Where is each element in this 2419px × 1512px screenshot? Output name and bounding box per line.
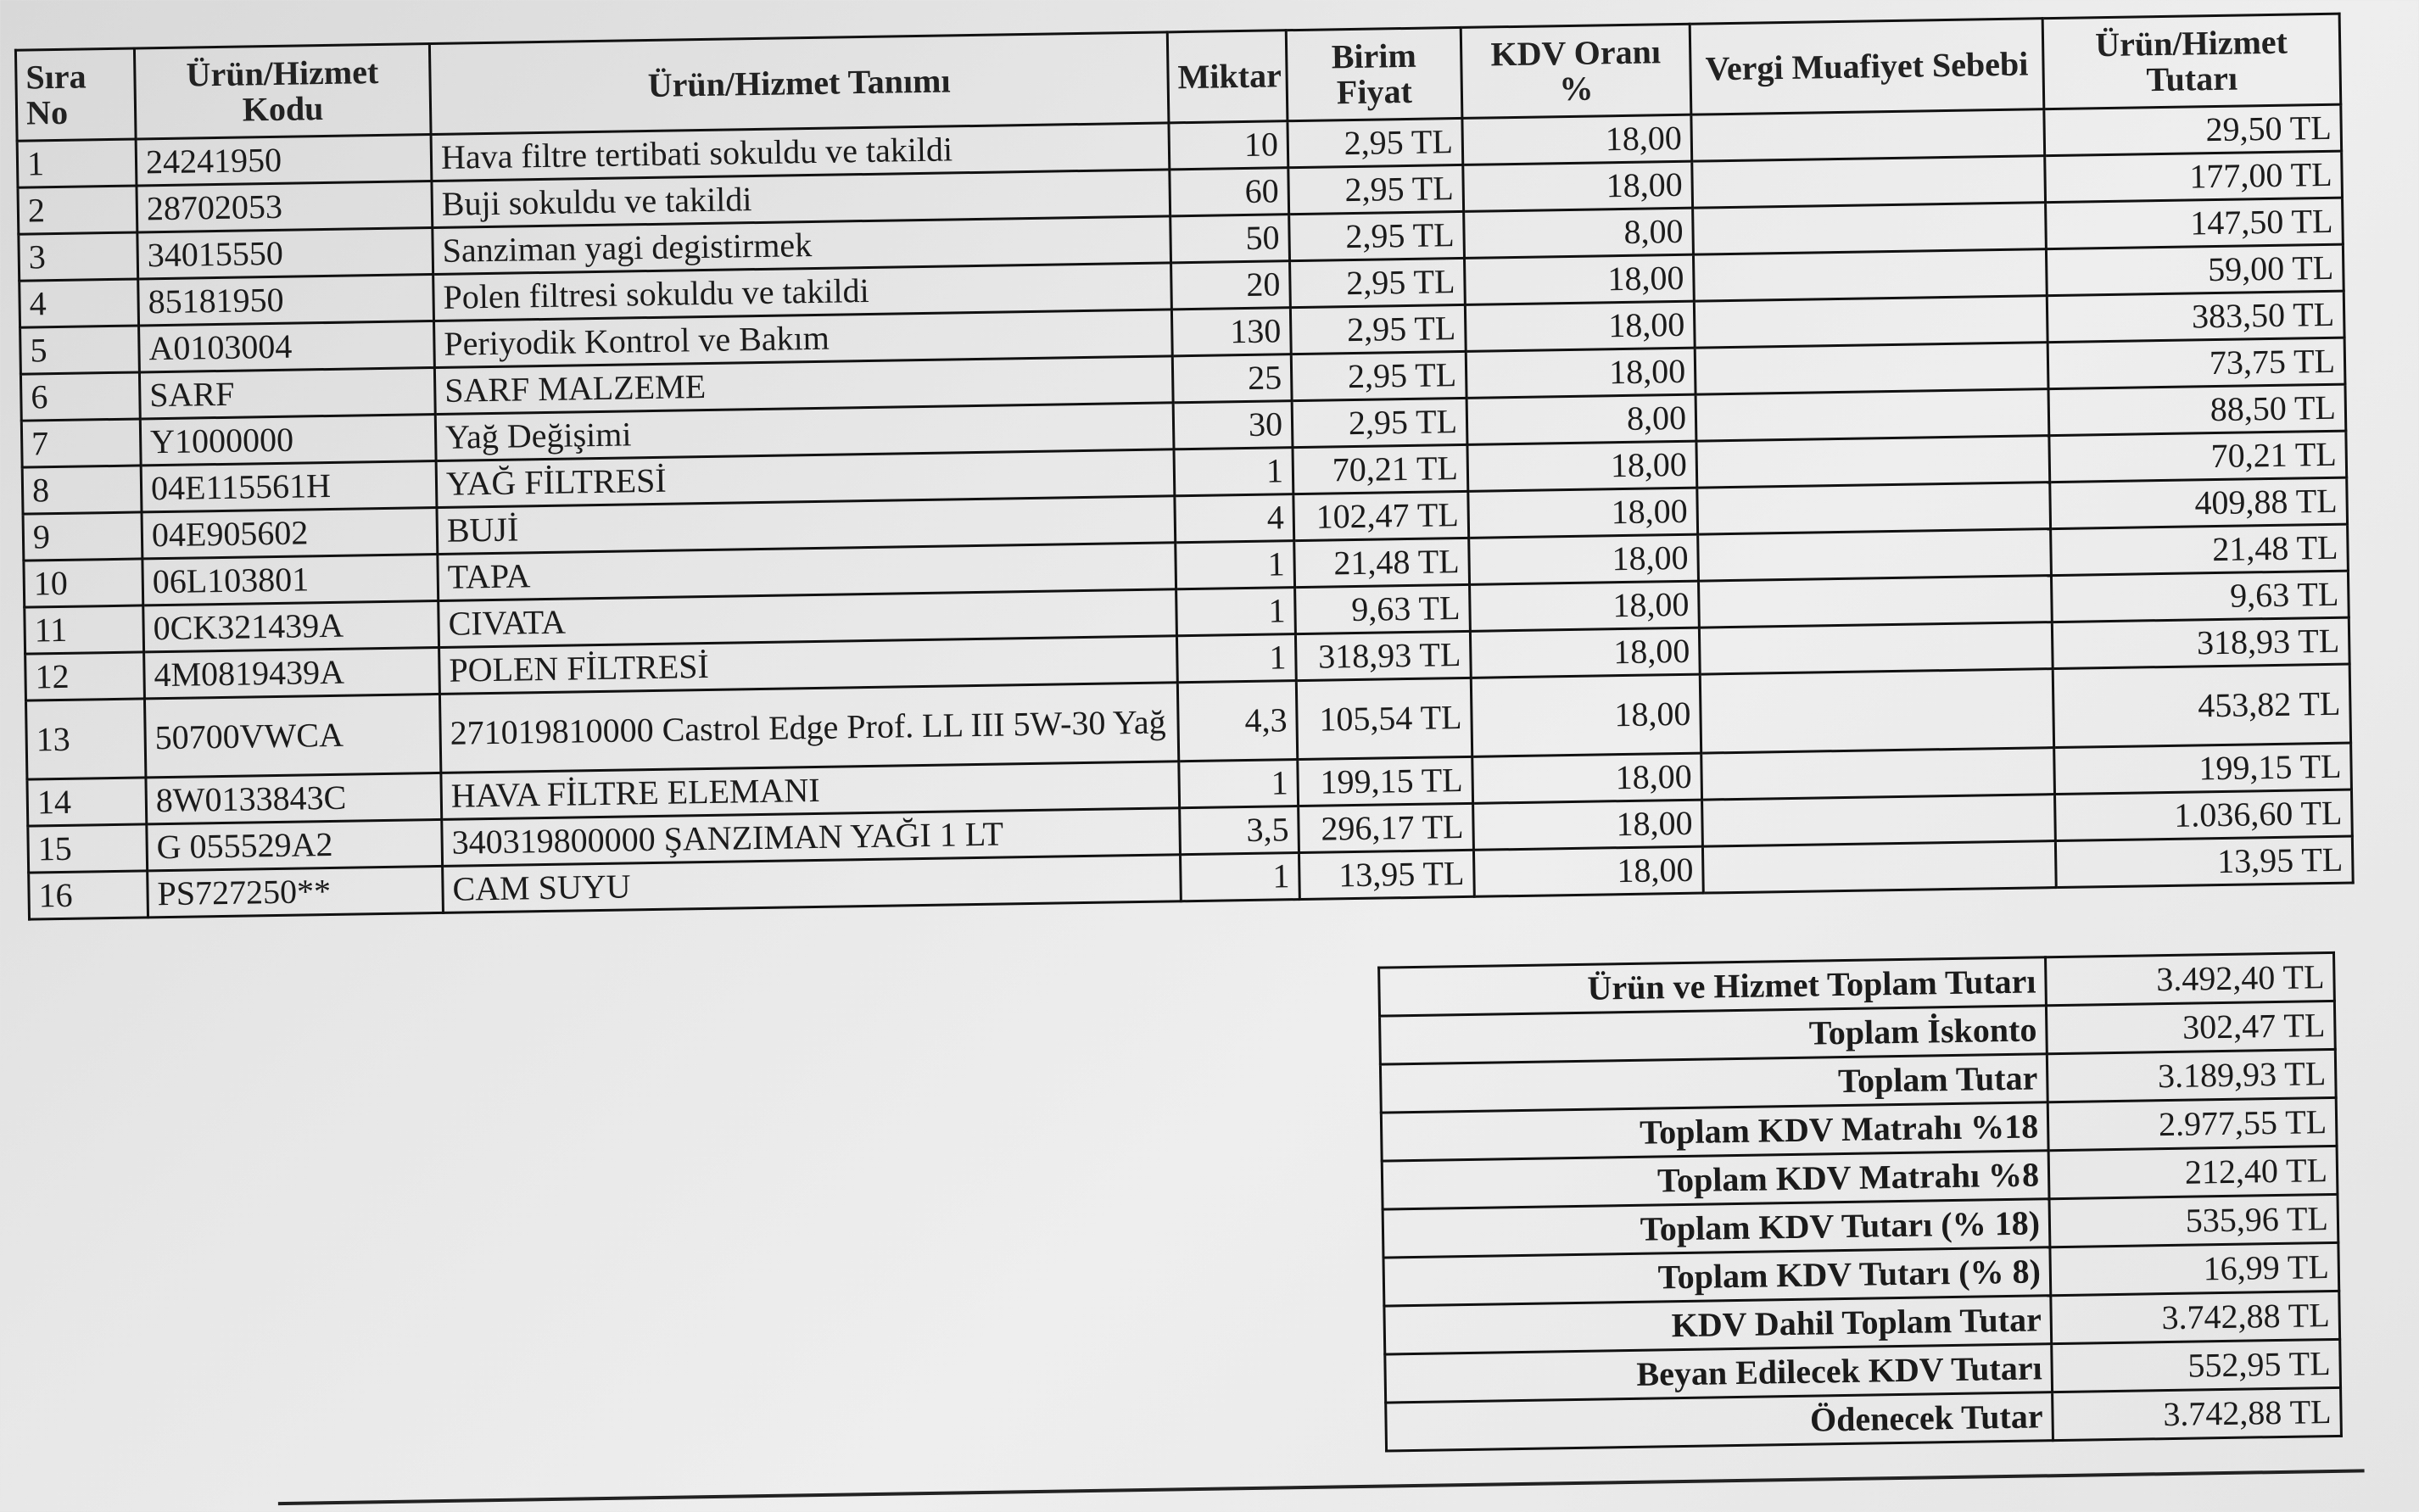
row-description: 340319800000 ŞANZIMAN YAĞI 1 LT: [442, 808, 1181, 867]
row-quantity: 130: [1171, 308, 1291, 356]
row-quantity: 1: [1176, 588, 1296, 636]
row-amount: 9,63 TL: [2051, 571, 2349, 622]
row-code: A0103004: [139, 321, 435, 372]
row-no: 1: [17, 139, 137, 187]
totals-label: Toplam Tutar: [1380, 1054, 2047, 1113]
row-description: Periyodik Kontrol ve Bakım: [434, 310, 1173, 368]
row-exemption: [1698, 529, 2052, 582]
row-unit-price: 2,95 TL: [1291, 351, 1466, 400]
row-code: SARF: [139, 368, 435, 419]
totals-label: KDV Dahil Toplam Tutar: [1384, 1296, 2052, 1354]
row-no: 8: [22, 466, 142, 514]
row-quantity: 50: [1170, 215, 1290, 263]
row-unit-price: 2,95 TL: [1288, 165, 1464, 214]
row-vat-rate: 18,00: [1464, 254, 1694, 304]
row-unit-price: 2,95 TL: [1290, 304, 1466, 354]
row-quantity: 3,5: [1180, 806, 1299, 855]
row-no: 14: [27, 778, 147, 826]
row-quantity: 20: [1171, 261, 1291, 310]
row-exemption: [1701, 748, 2055, 801]
row-exemption: [1696, 436, 2050, 488]
totals-value: 302,47 TL: [2046, 1001, 2335, 1053]
header-quantity: Miktar: [1167, 31, 1288, 123]
row-amount: 1.036,60 TL: [2055, 789, 2353, 840]
row-amount: 383,50 TL: [2047, 291, 2344, 342]
row-description: CIVATA: [439, 589, 1177, 648]
row-unit-price: 2,95 TL: [1292, 398, 1467, 447]
totals-label: Beyan Edilecek KDV Tutarı: [1385, 1344, 2053, 1403]
row-unit-price: 2,95 TL: [1288, 118, 1463, 167]
row-amount: 29,50 TL: [2044, 104, 2342, 155]
row-exemption: [1693, 249, 2047, 302]
row-description: CAM SUYU: [443, 855, 1182, 913]
row-exemption: [1695, 343, 2048, 395]
totals-label: Ödenecek Tutar: [1386, 1392, 2053, 1451]
row-exemption: [1693, 203, 2047, 255]
row-unit-price: 13,95 TL: [1299, 850, 1474, 899]
row-exemption: [1694, 296, 2047, 349]
row-description: YAĞ FİLTRESİ: [436, 449, 1175, 508]
totals-value: 3.742,88 TL: [2051, 1291, 2340, 1343]
row-unit-price: 296,17 TL: [1299, 803, 1474, 852]
row-vat-rate: 8,00: [1464, 208, 1694, 258]
row-no: 11: [25, 605, 144, 654]
row-vat-rate: 18,00: [1462, 114, 1692, 165]
bottom-border-line: [278, 1469, 2365, 1505]
totals-label: Toplam İskonto: [1380, 1006, 2047, 1064]
row-exemption: [1691, 109, 2045, 162]
row-no: 2: [18, 186, 137, 234]
row-amount: 409,88 TL: [2050, 477, 2348, 528]
row-quantity: 1: [1174, 448, 1293, 496]
totals-value: 3.189,93 TL: [2047, 1049, 2336, 1102]
totals-value: 3.742,88 TL: [2053, 1387, 2342, 1440]
totals-label: Toplam KDV Matrahı %8: [1382, 1151, 2049, 1209]
row-amount: 73,75 TL: [2047, 338, 2345, 388]
totals-label: Toplam KDV Tutarı (% 8): [1383, 1247, 2051, 1306]
row-quantity: 4,3: [1177, 681, 1297, 762]
row-exemption: [1697, 483, 2051, 535]
row-vat-rate: 18,00: [1473, 800, 1703, 850]
row-code: 04E115561H: [141, 460, 437, 511]
row-code: 8W0133843C: [146, 773, 442, 823]
row-code: 34015550: [137, 228, 433, 279]
row-no: 7: [21, 419, 141, 467]
row-unit-price: 2,95 TL: [1289, 211, 1465, 260]
row-vat-rate: 8,00: [1466, 394, 1696, 444]
row-no: 6: [20, 372, 140, 421]
row-vat-rate: 18,00: [1470, 581, 1700, 631]
row-amount: 70,21 TL: [2049, 431, 2347, 482]
row-no: 10: [24, 559, 143, 607]
row-exemption: [1696, 389, 2049, 442]
row-vat-rate: 18,00: [1465, 301, 1695, 351]
totals-table: [1377, 951, 2343, 1453]
row-vat-rate: 18,00: [1473, 846, 1703, 896]
row-vat-rate: 18,00: [1472, 753, 1702, 803]
row-quantity: 30: [1173, 401, 1293, 449]
header-amount: Ürün/Hizmet Tutarı: [2042, 14, 2341, 109]
row-unit-price: 105,54 TL: [1296, 678, 1472, 759]
header-vat-rate: KDV Oranı %: [1461, 24, 1691, 118]
row-code: PS727250**: [148, 866, 444, 917]
row-description: 271019810000 Castrol Edge Prof. LL III 5W-30 Yağ: [439, 683, 1178, 773]
row-quantity: 1: [1181, 853, 1300, 901]
row-amount: 147,50 TL: [2046, 198, 2344, 248]
row-quantity: 1: [1179, 760, 1299, 808]
row-code: 28702053: [137, 181, 433, 232]
row-amount: 318,93 TL: [2052, 617, 2349, 668]
totals-label: Ürün ve Hizmet Toplam Tutarı: [1379, 957, 2047, 1016]
totals-value: 3.492,40 TL: [2046, 952, 2335, 1005]
row-description: SARF MALZEME: [434, 356, 1173, 415]
row-no: 5: [20, 326, 140, 374]
row-description: Sanziman yagi degistirmek: [433, 216, 1171, 275]
row-description: HAVA FİLTRE ELEMANI: [441, 762, 1180, 820]
header-description: Ürün/Hizmet Tanımı: [429, 32, 1169, 135]
row-no: 9: [23, 512, 142, 561]
header-code: Ürün/Hizmet Kodu: [134, 44, 431, 139]
row-exemption: [1699, 576, 2053, 628]
totals-label: Toplam KDV Tutarı (% 18): [1383, 1199, 2050, 1258]
row-exemption: [1699, 622, 2053, 675]
totals-value: 212,40 TL: [2048, 1146, 2338, 1198]
row-exemption: [1700, 669, 2053, 754]
row-description: TAPA: [438, 543, 1176, 601]
row-code: 06L103801: [142, 554, 439, 605]
row-amount: 13,95 TL: [2055, 836, 2353, 887]
row-code: Y1000000: [140, 414, 436, 465]
row-no: 4: [20, 279, 139, 327]
row-description: Polen filtresi sokuldu ve takildi: [433, 263, 1172, 321]
row-amount: 88,50 TL: [2048, 384, 2346, 435]
row-unit-price: 21,48 TL: [1294, 538, 1470, 587]
row-no: 13: [25, 699, 145, 779]
row-description: Buji sokuldu ve takildi: [432, 170, 1170, 228]
items-table: [14, 13, 2355, 921]
row-vat-rate: 18,00: [1466, 348, 1696, 398]
row-unit-price: 9,63 TL: [1295, 584, 1471, 633]
row-code: 50700VWCA: [144, 694, 440, 777]
row-code: 0CK321439A: [143, 600, 439, 651]
row-unit-price: 199,15 TL: [1298, 756, 1473, 806]
row-vat-rate: 18,00: [1467, 441, 1697, 491]
row-no: 16: [29, 871, 148, 919]
row-vat-rate: 18,00: [1470, 628, 1700, 678]
row-no: 15: [28, 824, 148, 873]
row-unit-price: 70,21 TL: [1293, 444, 1468, 494]
row-unit-price: 318,93 TL: [1295, 631, 1471, 680]
header-exemption: Vergi Muafiyet Sebebi: [1690, 19, 2044, 115]
row-amount: 21,48 TL: [2051, 524, 2349, 575]
row-exemption: [1692, 156, 2046, 209]
row-description: Hava filtre tertibati sokuldu ve takildi: [431, 123, 1170, 181]
row-description: Yağ Değişimi: [435, 403, 1174, 461]
totals-value: 535,96 TL: [2049, 1194, 2338, 1247]
header-sira-no: Sıra No: [15, 48, 136, 141]
row-vat-rate: 18,00: [1471, 674, 1701, 756]
row-amount: 453,82 TL: [2053, 664, 2350, 747]
totals-label: Toplam KDV Matrahı %18: [1381, 1102, 2048, 1161]
row-quantity: 4: [1175, 494, 1294, 543]
row-no: 12: [25, 652, 145, 700]
row-code: 85181950: [138, 275, 434, 326]
row-vat-rate: 18,00: [1468, 488, 1698, 538]
row-amount: 199,15 TL: [2054, 743, 2352, 794]
row-quantity: 25: [1172, 354, 1292, 403]
row-amount: 59,00 TL: [2046, 244, 2344, 295]
row-quantity: 1: [1176, 541, 1295, 589]
totals-value: 552,95 TL: [2052, 1339, 2341, 1392]
row-amount: 177,00 TL: [2045, 151, 2343, 202]
row-description: BUJİ: [437, 496, 1176, 555]
row-code: 4M0819439A: [144, 647, 440, 698]
row-exemption: [1702, 795, 2056, 847]
row-exemption: [1702, 841, 2056, 894]
row-vat-rate: 18,00: [1469, 534, 1699, 584]
row-vat-rate: 18,00: [1463, 161, 1693, 211]
row-unit-price: 2,95 TL: [1290, 258, 1466, 307]
row-code: G 055529A2: [147, 819, 443, 870]
row-quantity: 60: [1170, 168, 1289, 216]
row-code: 24241950: [136, 135, 432, 186]
row-unit-price: 102,47 TL: [1293, 491, 1469, 540]
row-code: 04E905602: [142, 507, 438, 558]
row-quantity: 10: [1169, 121, 1288, 170]
row-quantity: 1: [1176, 634, 1296, 683]
totals-value: 2.977,55 TL: [2047, 1097, 2337, 1150]
totals-value: 16,99 TL: [2050, 1242, 2339, 1295]
row-no: 3: [19, 232, 138, 281]
header-unit-price: Birim Fiyat: [1286, 27, 1462, 120]
row-description: POLEN FİLTRESİ: [439, 636, 1178, 695]
